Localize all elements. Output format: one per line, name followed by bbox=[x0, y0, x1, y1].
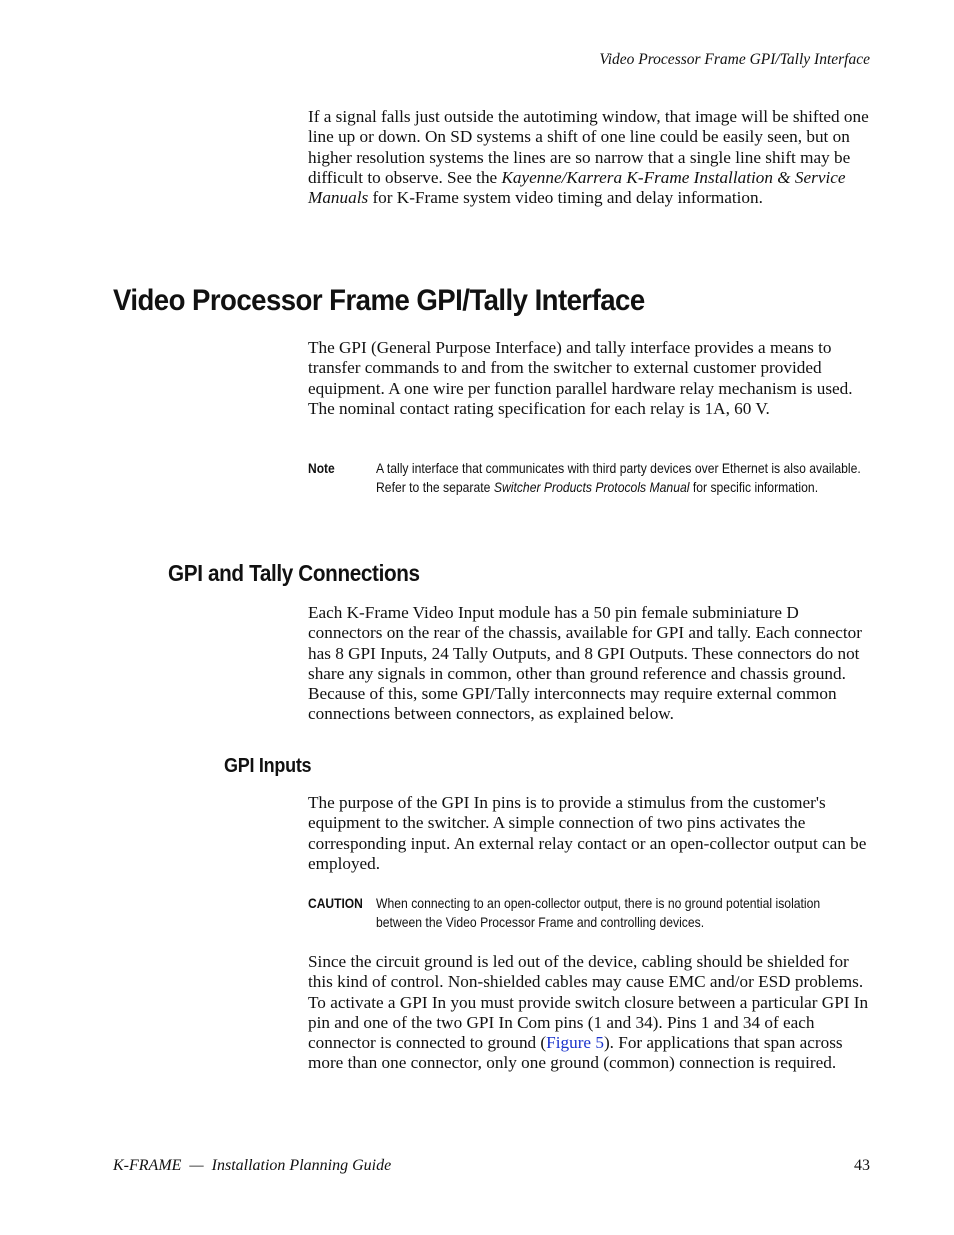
intro-manual-reference: Kayenne/Karrera K-Frame Installation & Service Manuals bbox=[308, 167, 846, 208]
caution-label: CAUTION bbox=[308, 895, 363, 911]
subsection-title: GPI and Tally Connections bbox=[168, 560, 420, 586]
subsubsection-title: GPI Inputs bbox=[224, 755, 312, 777]
note-text-start: A tally interface that communicates with third party devices over Ethernet is also available. Refer to the separate bbox=[376, 460, 861, 495]
section-paragraph: The GPI (General Purpose Interface) and tally interface provides a means to transfer commands to and from the switcher to external customer provided equipment. A one wire per function parallel hardware relay mechanism is used. The nominal contact rating specification for each relay is 1A, 60 V. bbox=[308, 338, 853, 418]
note-label: Note bbox=[308, 460, 335, 476]
note-manual-reference: Switcher Products Protocols Manual bbox=[493, 479, 690, 495]
ground-text-end: ). For applications that span across more than one connector, only one ground (common) connection is required. bbox=[308, 1033, 843, 1073]
intro-paragraph bbox=[308, 107, 870, 208]
page-number: 43 bbox=[854, 1157, 870, 1174]
note-text-end: for specific information. bbox=[689, 479, 819, 495]
running-header: Video Processor Frame GPI/Tally Interface bbox=[599, 51, 870, 68]
figure-link[interactable]: Figure 5 bbox=[546, 1033, 604, 1053]
gpi-inputs-paragraph: The purpose of the GPI In pins is to provide a stimulus from the customer's equipment to the switcher. A simple connection of two pins activates the corresponding input. An external relay contact or an open-collector output can be employed. bbox=[308, 793, 867, 873]
ground-text-start: Since the circuit ground is led out of the device, cabling should be shielded for this kind of control. Non-shielded cables may cause EMC and/or ESD problems. To activate a GPI In you must provide switch closure between a particular GPI In pin and one of the two GPI In Com pins (1 and 34). Pins 1 and 34 of each connector is connected to ground ( bbox=[308, 952, 869, 1053]
caution-text: When connecting to an open-collector output, there is no ground potential isolation between the Video Processor Frame and controlling devices. bbox=[376, 895, 821, 930]
subsection-paragraph: Each K-Frame Video Input module has a 50 pin female subminiature D connectors on the rear of the chassis, available for GPI and tally. Each connector has 8 GPI Inputs, 24 Tally Outputs, and 8 GPI Outputs. These connectors do not share any signals in common, other than ground reference and chassis ground. Because of this, some GPI/Tally interconnects may require external common connections between connectors, as explained below. bbox=[308, 603, 862, 724]
gpi-ground-paragraph bbox=[308, 952, 870, 1074]
footer-title: K-FRAME — Installation Planning Guide bbox=[113, 1157, 392, 1174]
intro-text-end: for K-Frame system video timing and delay information. bbox=[368, 188, 763, 208]
note-text bbox=[376, 459, 863, 497]
section-title: Video Processor Frame GPI/Tally Interface bbox=[113, 284, 645, 317]
intro-text-start: If a signal falls just outside the autotiming window, that image will be shifted one line up or down. On SD systems a shift of one line could be easily seen, but on higher resolution systems the lines are so narrow that a single line shift may be difficult to observe. See the bbox=[308, 107, 869, 187]
